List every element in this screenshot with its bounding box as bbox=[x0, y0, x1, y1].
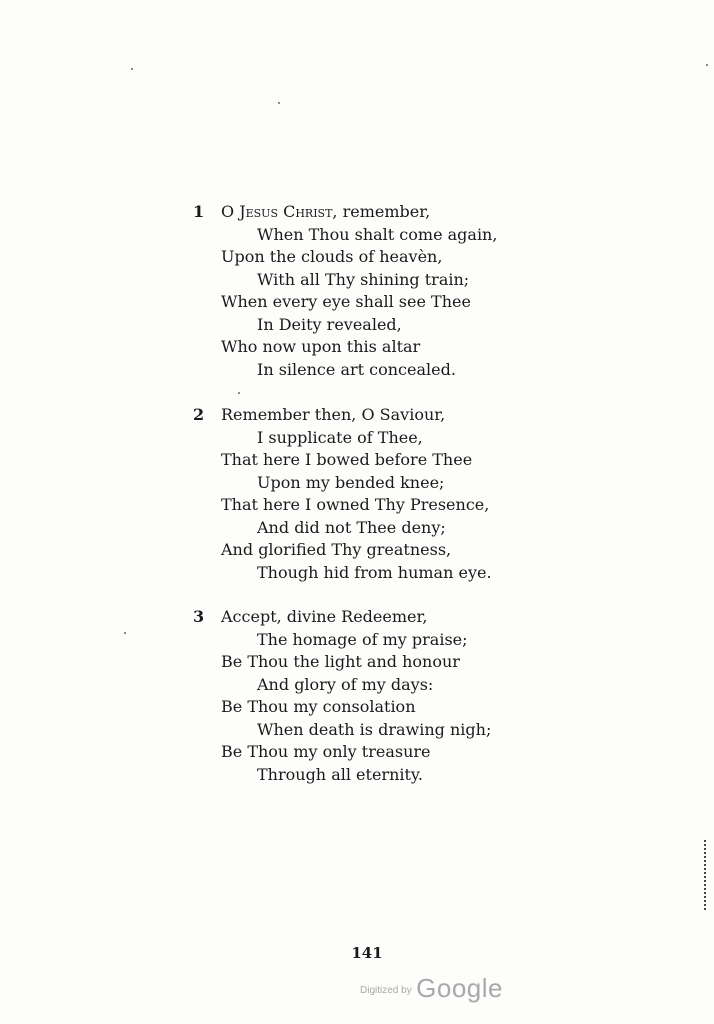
divine-name: Jesus Christ bbox=[239, 202, 333, 221]
verse-line: I supplicate of Thee, bbox=[257, 427, 423, 447]
verse-line: Be Thou the light and honour bbox=[221, 652, 460, 671]
scan-speck bbox=[131, 68, 133, 70]
scan-speck bbox=[124, 632, 126, 634]
verse-line: Though hid from human eye. bbox=[257, 562, 492, 582]
scan-speck bbox=[238, 392, 240, 394]
verse-line: Be Thou my only treasure bbox=[221, 742, 431, 761]
verse-number: 3 bbox=[193, 607, 205, 626]
verse-line: Be Thou my consolation bbox=[221, 697, 416, 716]
verse-line: Who now upon this altar bbox=[221, 337, 421, 356]
verse-line: The homage of my praise; bbox=[257, 629, 468, 649]
verse-line: That here I bowed before Thee bbox=[221, 450, 473, 469]
digitized-by-label: Digitized by bbox=[360, 985, 412, 996]
verse-line: In Deity revealed, bbox=[257, 314, 402, 334]
verse-line: When every eye shall see Thee bbox=[221, 292, 471, 311]
page-number: 141 bbox=[351, 944, 383, 962]
verse-line: Through all eternity. bbox=[257, 764, 423, 784]
verse-line: When Thou shalt come again, bbox=[257, 224, 498, 244]
verse-line: When death is drawing nigh; bbox=[257, 719, 492, 739]
digitized-by-watermark bbox=[360, 973, 503, 1004]
google-logo: Google bbox=[416, 973, 503, 1003]
verse-line: Upon the clouds of heavèn, bbox=[221, 247, 443, 266]
verse-line: Accept, divine Redeemer, bbox=[221, 607, 428, 626]
verse-number: 2 bbox=[193, 405, 205, 424]
verse-line: In silence art concealed. bbox=[257, 359, 456, 379]
verse-line: Upon my bended knee; bbox=[257, 472, 445, 492]
verse-line: With all Thy shining train; bbox=[257, 269, 470, 289]
verse-line: And did not Thee deny; bbox=[257, 517, 446, 537]
verse-line: And glorified Thy greatness, bbox=[221, 540, 452, 559]
verse-number: 1 bbox=[193, 202, 205, 221]
verse-line: That here I owned Thy Presence, bbox=[221, 495, 490, 514]
scan-edge-mark bbox=[704, 840, 709, 910]
scan-speck bbox=[278, 102, 280, 104]
verse-line: And glory of my days: bbox=[257, 674, 434, 694]
scan-speck bbox=[706, 64, 708, 66]
verse-line: Remember then, O Saviour, bbox=[221, 405, 446, 424]
verse-line: O Jesus Christ, remember, bbox=[221, 202, 431, 221]
